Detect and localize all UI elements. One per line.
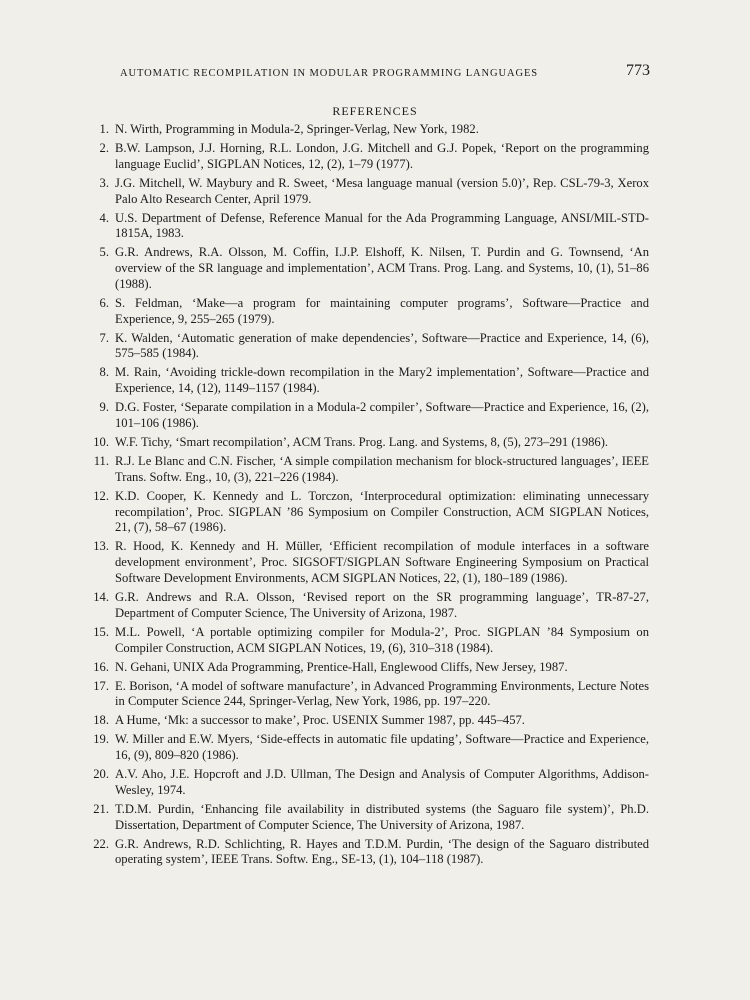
reference-text: J.G. Mitchell, W. Maybury and R. Sweet, ‘Mesa language manual (version 5.0)’, Rep. CSL-79-3, Xerox Palo Alto Research Center, April 1979.: [115, 175, 649, 206]
reference-text: T.D.M. Purdin, ‘Enhancing file availability in distributed systems (the Saguaro file system)’, Ph.D. Dissertation, Department of Computer Science, The University of Arizona, 1987.: [115, 801, 649, 832]
reference-item: [91, 400, 649, 432]
reference-item: [91, 679, 649, 711]
reference-number: 10.: [93, 435, 109, 450]
reference-text: R.J. Le Blanc and C.N. Fischer, ‘A simple compilation mechanism for block-structured languages’, IEEE Trans. Softw. Eng., 10, (3), 221–226 (1984).: [115, 454, 649, 484]
reference-item: [91, 176, 649, 208]
reference-number: 22.: [93, 836, 109, 851]
reference-text: E. Borison, ‘A model of software manufacture’, in Advanced Programming Environments, Lecture Notes in Computer Science 244, Springer-Verlag, New York, 1986, pp. 197–220.: [115, 678, 649, 709]
reference-text: K. Walden, ‘Automatic generation of make dependencies’, Software—Practice and Experience, 14, (6), 575–585 (1984).: [115, 330, 649, 361]
reference-item: [91, 245, 649, 292]
reference-number: 13.: [93, 539, 109, 554]
reference-number: 15.: [93, 624, 109, 639]
reference-number: 17.: [93, 678, 109, 693]
running-title: AUTOMATIC RECOMPILATION IN MODULAR PROGRAMMING LANGUAGES: [120, 68, 539, 79]
reference-item: [91, 625, 649, 657]
reference-list: [91, 122, 649, 871]
reference-item: [91, 296, 649, 328]
reference-text: W. Miller and E.W. Myers, ‘Side-effects in automatic file updating’, Software—Practice and Experience, 16, (9), 809–820 (1986).: [115, 732, 649, 763]
references-heading: REFERENCES: [332, 104, 418, 118]
reference-number: 16.: [93, 659, 109, 674]
reference-item: [91, 767, 649, 799]
reference-number: 19.: [93, 732, 109, 747]
reference-number: 4.: [99, 210, 109, 225]
reference-number: 21.: [93, 801, 109, 816]
reference-number: 1.: [99, 122, 109, 136]
reference-text: M. Rain, ‘Avoiding trickle-down recompilation in the Mary2 implementation’, Software—Practice and Experience, 14, (12), 1149–1157 (1984).: [115, 365, 649, 396]
reference-number: 9.: [99, 400, 109, 415]
reference-item: [91, 713, 649, 729]
reference-item: [91, 660, 649, 676]
reference-item: [91, 211, 649, 243]
reference-text: A.V. Aho, J.E. Hopcroft and J.D. Ullman, The Design and Analysis of Computer Algorithms, Addison-Wesley, 1974.: [115, 767, 649, 797]
reference-text: S. Feldman, ‘Make—a program for maintaining computer programs’, Software—Practice and Experience, 9, 255–265 (1979).: [115, 295, 649, 326]
reference-number: 20.: [93, 767, 109, 782]
reference-text: R. Hood, K. Kennedy and H. Müller, ‘Efficient recompilation of module interfaces in a software development environment’, Proc. SIGSOFT/SIGPLAN Software Engineering Symposium on Practical Software Development Environments, ACM SIGPLAN Notices, 22, (1), 180–189 (1986).: [115, 539, 649, 585]
reference-number: 3.: [99, 175, 109, 190]
reference-item: [91, 435, 649, 451]
reference-item: [91, 539, 649, 586]
reference-text: G.R. Andrews and R.A. Olsson, ‘Revised report on the SR programming language’, TR-87-27, Department of Computer Science, The University of Arizona, 1987.: [115, 589, 649, 620]
reference-text: G.R. Andrews, R.D. Schlichting, R. Hayes and T.D.M. Purdin, ‘The design of the Saguaro distributed operating system’, IEEE Trans. Softw. Eng., SE-13, (1), 104–118 (1987).: [115, 836, 649, 867]
reference-item: [91, 454, 649, 486]
reference-number: 18.: [93, 713, 109, 728]
reference-number: 8.: [99, 365, 109, 380]
reference-item: [91, 365, 649, 397]
reference-text: M.L. Powell, ‘A portable optimizing compiler for Modula-2’, Proc. SIGPLAN ’84 Symposium on Compiler Construction, ACM SIGPLAN Notices, 19, (6), 310–318 (1984).: [115, 624, 649, 655]
reference-item: [91, 590, 649, 622]
reference-text: N. Gehani, UNIX Ada Programming, Prentice-Hall, Englewood Cliffs, New Jersey, 1987.: [115, 659, 568, 674]
reference-text: B.W. Lampson, J.J. Horning, R.L. London, J.G. Mitchell and G.J. Popek, ‘Report on the programming language Euclid’, SIGPLAN Notices, 12, (2), 1–79 (1977).: [115, 140, 649, 171]
reference-item: [91, 489, 649, 536]
reference-item: [91, 141, 649, 173]
reference-number: 12.: [93, 488, 109, 503]
reference-text: U.S. Department of Defense, Reference Manual for the Ada Programming Language, ANSI/MIL-STD-1815A, 1983.: [115, 210, 649, 241]
reference-item: [91, 732, 649, 764]
reference-number: 14.: [93, 589, 109, 604]
reference-text: D.G. Foster, ‘Separate compilation in a Modula-2 compiler’, Software—Practice and Experience, 16, (2), 101–106 (1986).: [115, 400, 649, 431]
reference-number: 6.: [99, 295, 109, 310]
reference-item: [91, 122, 649, 138]
reference-text: G.R. Andrews, R.A. Olsson, M. Coffin, I.J.P. Elshoff, K. Nilsen, T. Purdin and G. Townsend, ‘An overview of the SR language and implementation’, ACM Trans. Prog. Lang. and Systems, 10, (1), 51–86 (1988).: [115, 245, 649, 291]
reference-number: 11.: [93, 454, 109, 469]
reference-text: K.D. Cooper, K. Kennedy and L. Torczon, ‘Interprocedural optimization: eliminating unnecessary recompilation’, Proc. SIGPLAN ’86 Symposium on Compiler Construction, ACM SIGPLAN Notices, 21, (7), 58–67 (1986).: [115, 488, 649, 535]
reference-item: [91, 331, 649, 363]
reference-text: W.F. Tichy, ‘Smart recompilation’, ACM Trans. Prog. Lang. and Systems, 8, (5), 273–291 (1986).: [115, 435, 609, 450]
page-number: 773: [626, 62, 650, 79]
reference-item: [91, 837, 649, 869]
reference-text: N. Wirth, Programming in Modula-2, Springer-Verlag, New York, 1982.: [115, 122, 479, 136]
reference-number: 5.: [99, 245, 109, 260]
reference-item: [91, 802, 649, 834]
reference-text: A Hume, ‘Mk: a successor to make’, Proc. USENIX Summer 1987, pp. 445–457.: [115, 713, 525, 728]
reference-number: 2.: [99, 140, 109, 155]
reference-number: 7.: [99, 330, 109, 345]
